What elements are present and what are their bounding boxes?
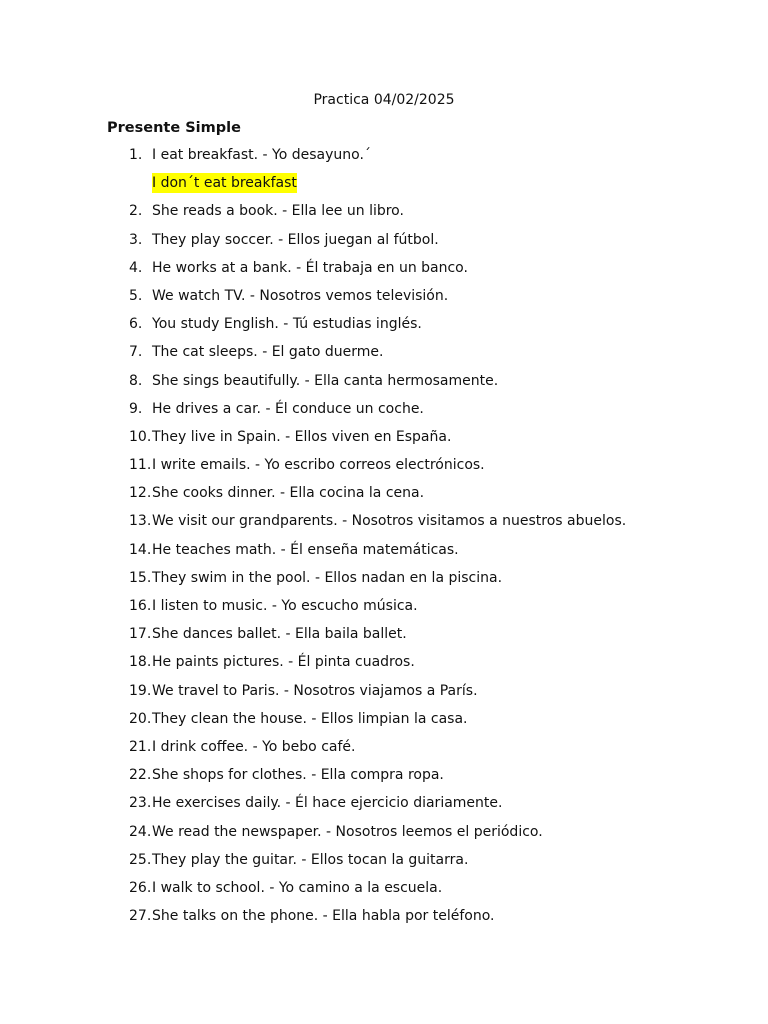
list-item-text: She shops for clothes. - Ella compra ropa. xyxy=(152,767,444,784)
list-item-text: We travel to Paris. - Nosotros viajamos a París. xyxy=(152,682,478,699)
list-item-text: She sings beautifully. - Ella canta hermosamente. xyxy=(152,372,499,389)
list-item-number: 4. xyxy=(129,259,143,276)
list-item-number: 22. xyxy=(129,767,152,784)
list-item-number: 25. xyxy=(129,851,152,868)
list-item xyxy=(0,850,768,878)
list-item xyxy=(0,511,768,539)
list-item-text: We watch TV. - Nosotros vemos televisión. xyxy=(152,287,449,304)
list-item xyxy=(0,342,768,370)
list-item-number: 7. xyxy=(129,344,143,361)
section-heading: Presente Simple xyxy=(107,120,241,136)
list-item-number: 10. xyxy=(129,428,152,445)
list-item-text: I drink coffee. - Yo bebo café. xyxy=(152,738,356,755)
list-item-text: She dances ballet. - Ella baila ballet. xyxy=(152,626,407,643)
list-item xyxy=(0,624,768,652)
list-item-text: They live in Spain. - Ellos viven en España. xyxy=(152,428,452,445)
list-item-text: She cooks dinner. - Ella cocina la cena. xyxy=(152,485,425,502)
list-item xyxy=(0,455,768,483)
list-item xyxy=(0,540,768,568)
list-item xyxy=(0,709,768,737)
list-item-number: 24. xyxy=(129,823,152,840)
list-item-number: 17. xyxy=(129,626,152,643)
list-item-text: They play the guitar. - Ellos tocan la guitarra. xyxy=(152,851,469,868)
list-item-text: He works at a bank. - Él trabaja en un banco. xyxy=(152,259,468,276)
list-item-text: I walk to school. - Yo camino a la escuela. xyxy=(152,879,443,896)
list-item-text: They clean the house. - Ellos limpian la casa. xyxy=(152,710,468,727)
list-item-text: She talks on the phone. - Ella habla por teléfono. xyxy=(152,908,495,925)
list-item xyxy=(0,737,768,765)
list-item xyxy=(0,427,768,455)
page-title: Practica 04/02/2025 xyxy=(313,92,455,108)
list-item xyxy=(0,201,768,229)
list-item xyxy=(0,652,768,680)
list-item-number: 16. xyxy=(129,598,152,614)
list-item-number: 27. xyxy=(129,908,152,925)
list-item-text: We visit our grandparents. - Nosotros visitamos a nuestros abuelos. xyxy=(152,513,627,530)
list-item xyxy=(0,906,768,934)
list-item xyxy=(0,681,768,709)
list-item-number: 12. xyxy=(129,485,152,502)
list-item-number: 19. xyxy=(129,682,152,699)
list-item-number: 9. xyxy=(129,400,143,417)
list-item xyxy=(0,878,768,906)
list-item-number: 2. xyxy=(129,203,143,220)
list-item xyxy=(0,314,768,342)
list-item-number: 20. xyxy=(129,710,152,727)
list-item-number: 18. xyxy=(129,654,152,671)
list-item-text: They play soccer. - Ellos juegan al fútbol. xyxy=(152,231,439,248)
list-item-number: 8. xyxy=(129,372,143,389)
list-item xyxy=(0,822,768,850)
list-item-number: 11. xyxy=(129,457,152,474)
list-item-text: He drives a car. - Él conduce un coche. xyxy=(152,400,424,417)
list-item xyxy=(0,793,768,821)
list-item-number: 23. xyxy=(129,795,152,812)
highlighted-note: I don´t eat breakfast xyxy=(152,175,297,192)
list-item-number: 6. xyxy=(129,316,143,333)
list-item xyxy=(0,596,768,624)
list-item xyxy=(0,483,768,511)
list-item xyxy=(0,145,768,173)
list-item-text: She reads a book. - Ella lee un libro. xyxy=(152,203,404,220)
list-item-number: 1. xyxy=(129,147,143,163)
list-item xyxy=(0,371,768,399)
list-item-text: I listen to music. - Yo escucho música. xyxy=(152,598,418,614)
list-item-text: I write emails. - Yo escribo correos electrónicos. xyxy=(152,457,485,474)
list-item xyxy=(0,286,768,314)
list-item xyxy=(0,258,768,286)
list-item-text: He exercises daily. - Él hace ejercicio diariamente. xyxy=(152,795,503,812)
list-item-number: 14. xyxy=(129,541,152,558)
list-item-note-row xyxy=(0,173,768,201)
list-item-number: 5. xyxy=(129,287,143,304)
list-item-text: He paints pictures. - Él pinta cuadros. xyxy=(152,654,415,671)
list-item xyxy=(0,568,768,596)
list-item-number: 13. xyxy=(129,513,152,530)
list-item-number: 21. xyxy=(129,738,152,755)
list-item xyxy=(0,230,768,258)
list-item xyxy=(0,765,768,793)
sentence-list xyxy=(0,145,768,934)
list-item-number: 26. xyxy=(129,879,152,896)
list-item-number: 15. xyxy=(129,569,152,586)
list-item-text: The cat sleeps. - El gato duerme. xyxy=(152,344,384,361)
list-item-text: We read the newspaper. - Nosotros leemos el periódico. xyxy=(152,823,543,840)
list-item-number: 3. xyxy=(129,231,143,248)
list-item-text: I eat breakfast. - Yo desayuno.´ xyxy=(152,147,371,163)
list-item-text: They swim in the pool. - Ellos nadan en la piscina. xyxy=(152,569,503,586)
list-item-text: He teaches math. - Él enseña matemáticas. xyxy=(152,541,459,558)
list-item-text: You study English. - Tú estudias inglés. xyxy=(152,316,422,333)
list-item xyxy=(0,399,768,427)
